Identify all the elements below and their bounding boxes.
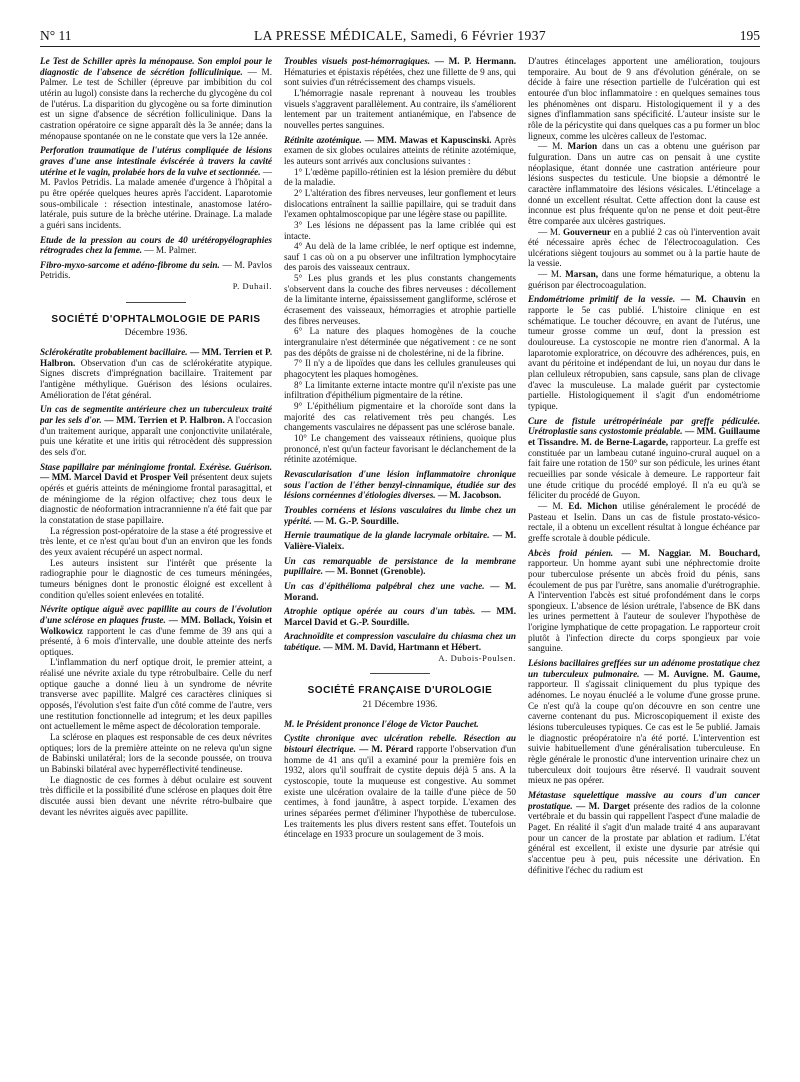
article-author: — M. Palmer. [144,245,197,256]
article [284,606,516,627]
article-title: Un cas d'épithélioma palpébral chez une vache. [284,580,485,591]
dash: — M. [538,269,562,280]
paragraph-text: en a publié 2 cas où l'intervention avait été nécessaire après échec de l'électrocoagulation. Ces ulcérations siègent toujours au sommet ou à la partie haute de la vessie. [528,226,760,269]
article [284,530,516,551]
article-title: Cystite chronique avec ulcération rebelle. Résection au bistouri électrique. [284,733,516,755]
section-divider [370,673,430,674]
author-name: Gouverneur [563,226,611,237]
article-author: — M. Valière-Vialeix. [284,530,516,551]
paragraph-text: utilise généralement le procédé de Pasteau et Iselin. Dans un cas de fistule prostato-vésico-rectale, il a obtenu un excellent résultat à longue échéance par greffe scrotale à double pédicule. [528,500,760,543]
article-body: en rapporte le 5e cas publié. L'histoire clinique en est schématique. Le toucher découvre, en avant de l'utérus, une tumeur grosse comme un œuf, dont la pression est douloureuse. La cystoscopie ne montre rien d'anormal. A la laparotomie exploratrice, on découvre des adhérences, puis, en avant du péritoine et indépendant de lui, un noyau dur dans le plan celluleux rétropubien, sans capsule, sans plan de clivage d'avec la musculeuse. La malade guérit par cystectomie partielle. Histologiquement il s'agit d'un endométriome typique. [528,294,760,411]
article-title: Arachnoïdite et compression vasculaire du chiasma chez un tabétique. [284,631,516,653]
author-name: Marion [567,141,598,152]
paragraph: La régression post-opératoire de la stase a été progressive et très lente, et ce n'est qu'au bout d'un an environ que les fonds des yeux avaient récupéré un aspect normal. [40,525,272,557]
article-author: — M. G.-P. Sourdille. [314,515,399,526]
article [528,658,760,786]
paragraph: L'hémorragie nasale reprenant à nouveau les troubles visuels s'aggravent parallèlement. Au contraire, ils s'améliorent lentement par un traitement antianémique, en l'absence de nouvelles pertes sanguines. [284,87,516,130]
article-title: Rétinite azotémique. [284,134,362,145]
list-item: 2° L'altération des fibres nerveuses, leur gonflement et leurs dislocations entraînent la saillie papillaire, qui se traduit dans l'examen ophtalmoscopique par une légère stase ou papillite. [284,187,516,220]
list-item: 5° Les plus grands et les plus constants changements s'observent dans la couche des fibres nerveuses : décollement de la limitante interne, épaississement gangliforme, sclérose et écrasement des vaisseaux, hémorragies et atrophie partielle des fibres nerveuses. [284,273,516,326]
article-title: Lésions bacillaires greffées sur un adénome prostatique chez un tuberculeux pulmonaire. [528,658,760,679]
list-item: 3° Les lésions ne dépassent pas la lame criblée qui est intacte. [284,219,516,241]
article-author: — MM. Marcel David et Prosper Veil [40,472,188,483]
article [528,416,760,501]
paragraph [528,141,760,226]
article-body: Hématuries et épistaxis répétées, chez une fillette de 9 ans, qui sont suivies d'un rétrécissement des champs visuels. [284,66,516,88]
article-author: — M. P. Hermann. [434,56,516,66]
article [284,556,516,577]
article-author: — M. Pavlos Petridis. [40,259,272,281]
article-body: Observation d'un cas de sclérokératite atypique. Signes discrets d'imprégnation bacillaire. Traitement par l'antigène méthylique. Guérison des lésions oculaires. Amélioration de l'état général. [40,357,272,400]
article [40,56,272,141]
article-body: Après examen de six globes oculaires atteints de rétinite azotémique, les auteurs sont arrivés aux conclusions suivantes : [284,134,516,166]
paragraph: Le diagnostic de ces formes à début oculaire est souvent très difficile et la possibilité d'une sclérose en plaques doit être discutée aussi bien devant une névrite rétro-bulbaire que devant les névrites aiguës avec papillite. [40,774,272,817]
article-author: — M. Pérard [359,744,414,755]
article [40,347,272,400]
article [284,469,516,501]
article [40,462,272,526]
article-body: rapporte l'observation d'un homme de 41 ans qu'il a examiné pour la première fois en 1932, alors qu'il souffrait de cystite depuis déjà 5 ans. A la cystoscopie, toute la muqueuse est congestive. Au sommet existe une ulcération ovalaire de la taille d'une pièce de 50 centimes, à fond jaunâtre, à aspect torpide. L'examen des urines séparées permet d'éliminer l'hypothèse de tuberculose. Les traitements les plus divers restent sans effet. Toutefois un étincelage en 1933 procure un soulagement de 3 mois. [284,744,516,840]
column-1 [40,56,272,1078]
header-rule [40,46,760,47]
dash: — M. [538,141,563,152]
article-title: M. le Président prononce l'éloge de Victor Pauchet. [284,718,479,729]
article [528,548,760,655]
article-body: A l'occasion d'un traitement aurique, apparaît une conjonctivite unilatérale, puis une kératite et une iritis qui rétrocèdent dès suppression des sels d'or. [40,415,272,457]
article-title: Revascularisation d'une lésion inflammatoire chronique sous l'action de l'éther benzyl-cinnamique, étudiée sur des lésions cornéennes d'étiologies diverses. [284,468,516,501]
list-item: 4° Au delà de la lame criblée, le nerf optique est indemne, sauf 1 cas où on a pu observer une infiltration lymphocytaire des parois des vaisseaux centraux. [284,241,516,273]
author-name: Marsan, [565,269,599,280]
paragraph: Les auteurs insistent sur l'intérêt que présente la radiographie pour le diagnostic de ces tumeurs méningées, tumeurs bénignes dont le pronostic éloigné est excellent à condition qu'elles soient enlevées en totalité. [40,557,272,600]
article [284,135,516,167]
article-title: Etude de la pression au cours de 40 urétéropyélographies rétrogrades chez la femme. [40,234,272,256]
paragraph [528,501,760,544]
article-title: Hernie traumatique de la glande lacrymale orbitaire. [284,530,490,541]
article-author: — M. Auvigne. M. Gaume, [644,668,760,679]
section-date: 21 Décembre 1936. [362,700,438,711]
article-author: — MM. M. David, Hartmann et Hébert. [323,642,481,653]
article-title: Sclérokératite probablement bacillaire. [40,347,188,358]
section-date: Décembre 1936. [124,328,188,339]
section-heading: SOCIÉTÉ FRANÇAISE D'UROLOGIE [307,685,493,697]
dash: — M. [538,226,561,237]
article [284,505,516,526]
article-title: Un cas de segmentite antérieure chez un tuberculeux traité par les sels d'or. [40,404,272,426]
article-author: — M. Naggiar. M. Bouchard, [621,547,760,558]
article-body: La malade amenée d'urgence à l'hôpital a pu être opérée quelques heures après l'accident. Laparotomie sous-ombilicale : résection intestinale, anastomose latéro-latérale, puis suture de la brèche utérine. Drainage. La malade a guéri sans incidents. [40,177,272,230]
issue-number: N° 11 [40,28,72,43]
list-item: 6° La nature des plaques homogènes de la couche intergranulaire n'est déterminée que négativement : ce ne sont pas des dépôts de graisse ni de cholestérine, ni de la fibrine. [284,326,516,358]
article-author: — M. Jacobson. [437,490,502,501]
article-body: rapporteur. Il s'agissait cliniquement du plus typique des adénomes. Le noyau énucléé a le volume d'une grosse prune. Ce n'est qu'à la coupe qu'on découvre en son centre une caverne contenant du pus. Microscopiquement il existe des lésions tuberculeuses typiques. Ce cas est le 5e publié. Jamais le diagnostic préopératoire n'a été porté. L'intervention est suivie habituellement d'une généralisation tuberculeuse. En règle générale le pronostic d'une intervention urinaire chez un tuberculeux doit toujours être réservé. Il vaudrait souvent mieux ne pas opérer. [528,679,760,786]
dash: — M. [538,500,563,511]
article-title: Endométriome primitif de la vessie. [528,294,676,305]
article-title: Stase papillaire par méningiome frontal. Exérèse. Guérison. [40,461,272,472]
article-title: Perforation traumatique de l'utérus compliquée de lésions graves d'une anse intestinale éviscérée à travers la cavité utérine et le vagin, prolabée hors de la vulve et sectionnée. [40,145,272,177]
columns [40,56,760,1078]
article-author: — MM. Bollack, Yoisin et Wolkowicz [40,614,272,636]
article-body: présentent deux sujets opérés et guéris atteints de méningiome frontal parasagittal, et de méningiome de la région olfactive; chez tous deux le diagnostic de néoformation intracrannienne n'a été fait que par la constatation de stase papillaire. [40,472,272,525]
article-body: rapporteur. La greffe est constituée par un lambeau cutané inguino-crural auquel on a fait faire une rotation de 150° sur son pédicule, les urines étant recueillies par sonde vésicale à demeure. Le rapporteur fait une étude critique du procédé employé. Il n'a eu qu'à se féliciter du procédé de Guyon. [528,436,760,501]
article-title: Fibro-myxo-sarcome et adéno-fibrome du sein. [40,259,220,270]
paragraph-text: dans une forme hématurique, a obtenu la guérison par électrocoagulation. [528,269,760,290]
article [528,294,760,411]
article-author: — M. Morand. [284,580,516,602]
article [40,604,272,657]
article-author: — M. Bonnet (Grenoble). [325,566,426,577]
article-title: Névrite optique aiguë avec papillite au cours de l'évolution d'une sclérose en plaques fruste. [40,604,272,625]
list-item: 8° La limitante externe intacte montre qu'il n'existe pas une infiltration d'épithélium pigmentaire de la rétine. [284,379,516,401]
article [528,790,760,875]
article [40,235,272,256]
article-title: Métastase squelettique massive au cours d'un cancer prostatique. [528,789,760,811]
signature: A. Dubois-Poulsen. [438,652,516,663]
list-item: 10° Le changement des vaisseaux rétiniens, quoique plus prononcé, n'est qu'un facteur favorisant le déclanchement de la rétinite azotémique. [284,432,516,465]
article-title: Cure de fistule urétropérinéale par greffe pédiculée. Urétroplastie sans cystostomie préalable. [528,415,760,437]
article-author: — M. Chauvin [680,294,746,305]
article [284,56,516,88]
article-body: rapporteur. Un homme ayant subi une néphrectomie droite pour tuberculose présente un abcès froid du pénis, sans écoulement de pus par l'urètre, sans anomalie d'urétrographie. A l'intervention l'abcès est situé profondément dans le corps spongieux. L'absence de lésion urétrale, l'absence de BK dans les urines permettent à l'auteur de soulever l'hypothèse de l'origine lymphatique de cette propagation. Le rapporteur croit plutôt à l'infection directe du corps spongieux par voie sanguine. [528,558,760,654]
page-number: 195 [739,28,760,43]
article-body: présente des radios de la colonne vertébrale et du bassin qui rappellent l'aspect d'une maladie de Paget. En réalité il s'agit d'un malade traité 4 ans auparavant pour un cancer de la prostate par ablation et radium. L'état général est excellent, il existe une dysurie par atrésie qui s'accentue peu à peu, puis nécessite une dérivation. En définitive l'échec du radium est [528,800,760,875]
article-author: — M. Darget [576,800,631,811]
list-item: 9° L'épithélium pigmentaire et la choroïde sont dans la majorité des cas relativement très peu changés. Les changements vasculaires ne dépassent pas une sclérose banale. [284,401,516,433]
section-divider [126,302,186,303]
article [284,631,516,652]
article [284,733,516,840]
article-title: Un cas remarquable de persistance de la membrane pupillaire. [284,555,516,577]
article-author: — MM. Guillaume et Tissandre. M. de Berne-Lagarde, [528,426,760,447]
section-heading: SOCIÉTÉ D'OPHTALMOLOGIE DE PARIS [51,313,261,325]
column-3 [528,56,760,1078]
article [40,404,272,457]
article-author: — M. Palmer. [40,66,272,88]
paragraph: La sclérose en plaques est responsable de ces deux névrites optiques; lors de la première atteinte on ne releva qu'un signe de Babinski unilatéral; lors de la seconde poussée, on trouva un Babinski bilatéral avec hyperréflectivité tendineuse. [40,732,272,775]
column-2 [284,56,516,1078]
list-item: 1° L'œdème papillo-rétinien est la lésion première du début de la maladie. [284,166,516,188]
paragraph [528,227,760,270]
article-title: Le Test de Schiller après la ménopause. Son emploi pour le diagnostic de l'absence de sécrétion folliculinique. [40,56,272,77]
article [40,260,272,281]
article [40,145,272,230]
article-body: rapportent le cas d'une femme de 39 ans qui a présenté, à 6 mois d'intervalle, une double atteinte des nerfs optiques. [40,625,272,657]
article-title: Atrophie optique opérée au cours d'un tabès. [284,606,476,617]
article [284,719,516,730]
author-name: Ed. Michon [568,500,618,511]
article-author: — MM. Mawas et Kapuscinski. [364,134,492,145]
paragraph: D'autres étincelages apportent une amélioration, toujours temporaire. Au bout de 9 ans d'évolution générale, on se décide à faire une résection partielle de l'ulcération qui est entourée d'un bloc inflammatoire : en quelques semaines tous les phénomènes ont disparu. Histologiquement il y a des signes d'inflammation sans spécificité. L'auteur insiste sur le rôle de la péricystite qui dans quelques cas a pu former un bloc ligneux, comme les ulcères calleux de l'estomac. [528,56,760,141]
article-title: Troubles cornéens et lésions vasculaires du limbe chez un ypérité. [284,504,516,526]
article-author: — MM. Marcel David et G.-P. Sourdille. [284,606,516,627]
list-item: 7° Il n'y a de lipoïdes que dans les cellules granuleuses qui phagocytent les plaques homogènes. [284,358,516,380]
paragraph [528,269,760,290]
article-body: Le test de Schiller (épreuve par imbibition du col utérin au lugol) consiste dans la recherche du glycogène du col de l'utérus. La disparition du glycogène ou sa forte diminution est un signe d'absence de sécrétion folliculinique. Dans la castration opératoire ce signe apparaît dès la 3e année; dans la ménopause spontanée on ne le constate que vers la 12e année. [40,77,272,141]
article-title: Troubles visuels post-hémorragiques. [284,56,431,66]
article-author: — MM. Terrien et P. Halbron. [104,415,225,426]
article [284,581,516,602]
article-title: Abcès froid pénien. [528,547,614,558]
paragraph-text: dans un cas a obtenu une guérison par fulguration. Dans un autre cas on pensait à une cystite néoplasique, étant donnée une castration antérieure pour lésions suspectes du testicule. Une biopsie a démontré le caractère inflammatoire des lésions vésicales. L'étincelage a donné un excellent résultat. Cette affection dont la cause est inconnue est plus fréquente qu'on ne pense et doit peut-être être comparée aux ulcères gastriques. [528,141,760,226]
paragraph: L'inflammation du nerf optique droit, le premier atteint, a réalisé une névrite axiale du type rétrobulbaire. Celle du nerf optique gauche a donné lieu à un syndrome de névrite transverse avec papillite. Malgré ces caractères cliniques si opposés, l'évolution s'est faite d'un côté comme de l'autre, vers une restitution fonctionnelle ad integrum; et les deux papilles ont actuellement le même aspect de décoloration temporale. [40,657,272,732]
masthead-title: LA PRESSE MÉDICALE, Samedi, 6 Février 1937 [253,28,547,43]
signature: P. Duhail. [232,281,272,292]
page-header [40,26,760,48]
article-author: — MM. Terrien et P. Halbron. [40,347,272,368]
article-author: — M. Pavlos Petridis. [40,166,272,188]
